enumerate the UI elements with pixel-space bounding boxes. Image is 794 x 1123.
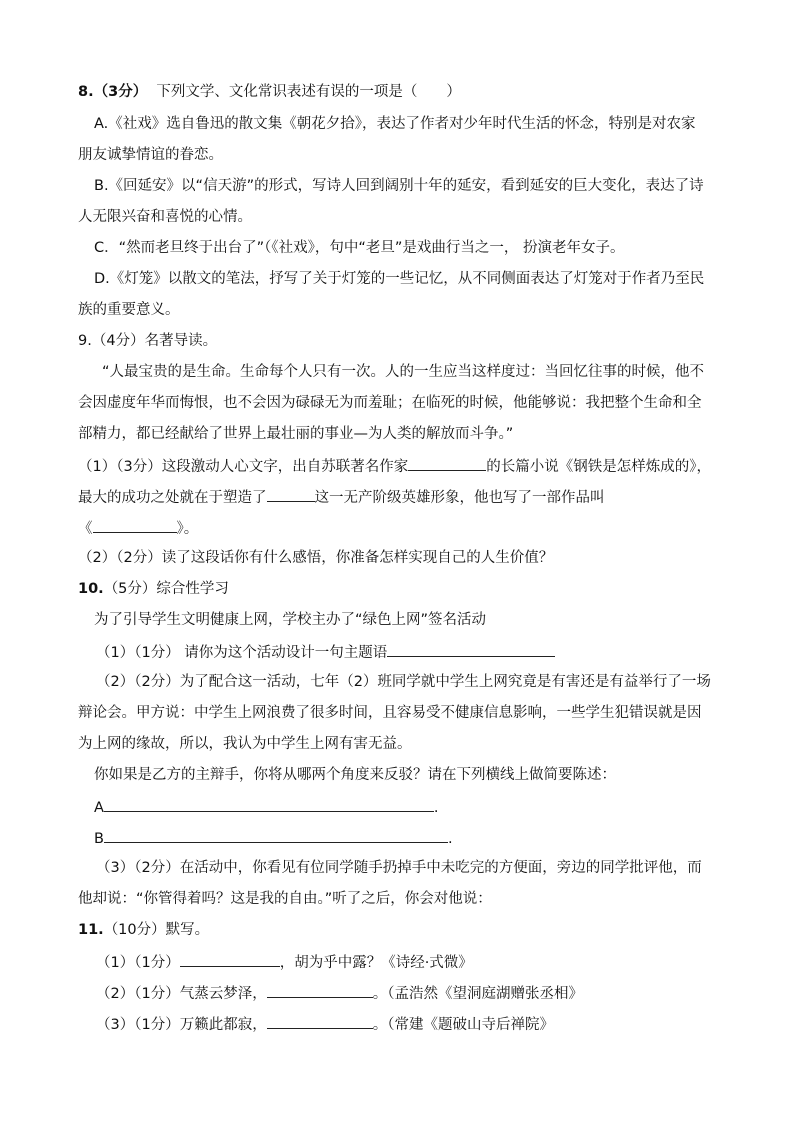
q9-number: 9. — [78, 333, 92, 349]
q11-sub2-text-b: 。（孟浩然《望洞庭湖赠张丞相》 — [372, 986, 583, 1002]
q8-text: 下列文学、文化常识表述有误的一项是（ ） — [156, 84, 461, 100]
theme-slogan-blank[interactable] — [387, 641, 555, 657]
q11-sub1-label: （1）（1分） — [96, 955, 180, 971]
q10-sub1 — [96, 641, 555, 661]
q11-number: 11. — [78, 922, 104, 938]
q10-sub3-line1: （3）（2分）在活动中，你看见有位同学随手扔掉手中未吃完的方便面，旁边的同学批评他，而 — [96, 860, 702, 876]
q10-intro: 为了引导学生文明健康上网，学校主办了“绿色上网”签名活动 — [94, 612, 487, 628]
q11-sub3-text-a: （3）（1分）万籁此都寂， — [96, 1017, 267, 1033]
q11-sub2 — [96, 982, 583, 1002]
q8-stem — [78, 82, 461, 102]
q10-sub3-line2: 他却说：“你管得着吗？这是我的自由。”听了之后，你会对他说： — [78, 891, 492, 907]
q9-sub1-text-d: 这一无产阶级英雄形象，他也写了一部作品叫 — [314, 490, 605, 506]
answer-a-blank[interactable] — [104, 796, 434, 812]
q8-option-a-line1: A.《社戏》选自鲁迅的散文集《朝花夕拾》，表达了作者对少年时代生活的怀念，特别是对农家 — [94, 116, 696, 132]
q10-answer-a — [94, 796, 439, 816]
q9-sub1-line2 — [78, 486, 605, 506]
q8-option-d-line2: 族的重要意义。 — [78, 302, 180, 318]
q8-option-b-line2: 人无限兴奋和喜悦的心情。 — [78, 209, 252, 225]
q8-option-b-line1: B.《回延安》以“信天游”的形式，写诗人回到阔别十年的延安，看到延安的巨大变化，表达了诗 — [94, 178, 704, 194]
author-blank[interactable] — [408, 455, 486, 471]
q9-sub1-text-b: 的长篇小说《钢铁是怎样炼成的》， — [486, 459, 711, 475]
answer-b-blank[interactable] — [104, 827, 448, 843]
q10-sub2-line1: （2）（2分）为了配合这一活动，七年（2）班同学就中学生上网究竟是有害还是有益举行了一场 — [96, 674, 711, 690]
q8-number: 8. — [78, 84, 94, 100]
q10-sub2-line3: 为上网的缘故，所以，我认为中学生上网有害无益。 — [78, 736, 412, 752]
q9-quote-line2: 会因虚度年华而悔恨，也不会因为碌碌无为而羞耻；在临死的时候，他能够说：我把整个生命和全 — [78, 395, 702, 411]
q8-option-a-line2: 朋友诚挚情谊的眷恋。 — [78, 147, 223, 163]
answer-a-dot: . — [433, 800, 439, 816]
q11-title: （10分）默写。 — [103, 922, 210, 938]
q11-stem — [78, 920, 209, 940]
answer-b-label: B — [94, 831, 104, 847]
q8-score: （3分） — [93, 84, 148, 100]
q10-sub1-text: （1）（1分） 请你为这个活动设计一句主题语 — [96, 645, 388, 661]
book-title-blank[interactable] — [93, 517, 177, 533]
q11-sub2-text-a: （2）（1分）气蒸云梦泽， — [96, 986, 267, 1002]
q10-number: 10. — [78, 581, 104, 597]
poem-line3-blank[interactable] — [267, 1013, 373, 1029]
q9-sub1-open-bracket: 《 — [78, 521, 93, 537]
answer-a-label: A — [94, 800, 104, 816]
q10-sub2-line4: 你如果是乙方的主辩手，你将从哪两个角度来反驳？请在下列横线上做简要陈述： — [94, 767, 616, 783]
q9-sub1-text-c: 最大的成功之处就在于塑造了 — [78, 490, 267, 506]
q8-option-d-line1: D.《灯笼》以散文的笔法，抒写了关于灯笼的一些记忆，从不同侧面表达了灯笼对于作者乃至民 — [94, 271, 705, 287]
q9-quote-line3: 部精力，都已经献给了世界上最壮丽的事业—为人类的解放而斗争。” — [78, 426, 514, 442]
q11-sub3 — [96, 1013, 554, 1033]
q9-stem — [78, 331, 217, 351]
q11-sub1-text: ，胡为乎中露？《诗经·式微》 — [279, 955, 473, 971]
q9-sub1-close-bracket: 》。 — [176, 521, 199, 537]
q9-title: （4分）名著导读。 — [91, 333, 218, 349]
q9-quote-line1: “人最宝贵的是生命。生命每个人只有一次。人的一生应当这样度过：当回忆往事的时候，他不 — [102, 364, 705, 380]
q11-sub1 — [96, 951, 473, 971]
poem-line2-blank[interactable] — [267, 982, 373, 998]
q9-sub1-line3 — [78, 517, 198, 537]
answer-b-dot: . — [447, 831, 453, 847]
hero-blank[interactable] — [267, 486, 315, 502]
q9-sub1-text-a: （1）（3分）这段激动人心文字，出自苏联著名作家 — [78, 459, 409, 475]
q9-sub1-line1 — [78, 455, 711, 475]
q10-answer-b — [94, 827, 453, 847]
q11-sub3-text-b: 。（常建《题破山寺后禅院》 — [372, 1017, 554, 1033]
q10-sub2-line2: 辩论会。甲方说：中学生上网浪费了很多时间，且容易受不健康信息影响，一些学生犯错误就是因 — [78, 705, 702, 721]
q8-option-c: C．“然而老旦终于出台了”（《社戏》，句中“老旦”是戏曲行当之一， 扮演老年女子。 — [94, 240, 625, 256]
q9-sub2: （2）（2分）读了这段话你有什么感悟，你准备怎样实现自己的人生价值？ — [78, 550, 554, 566]
q10-title: （5分）综合性学习 — [103, 581, 229, 597]
poem-line1-blank[interactable] — [180, 951, 280, 967]
q10-stem — [78, 579, 229, 599]
